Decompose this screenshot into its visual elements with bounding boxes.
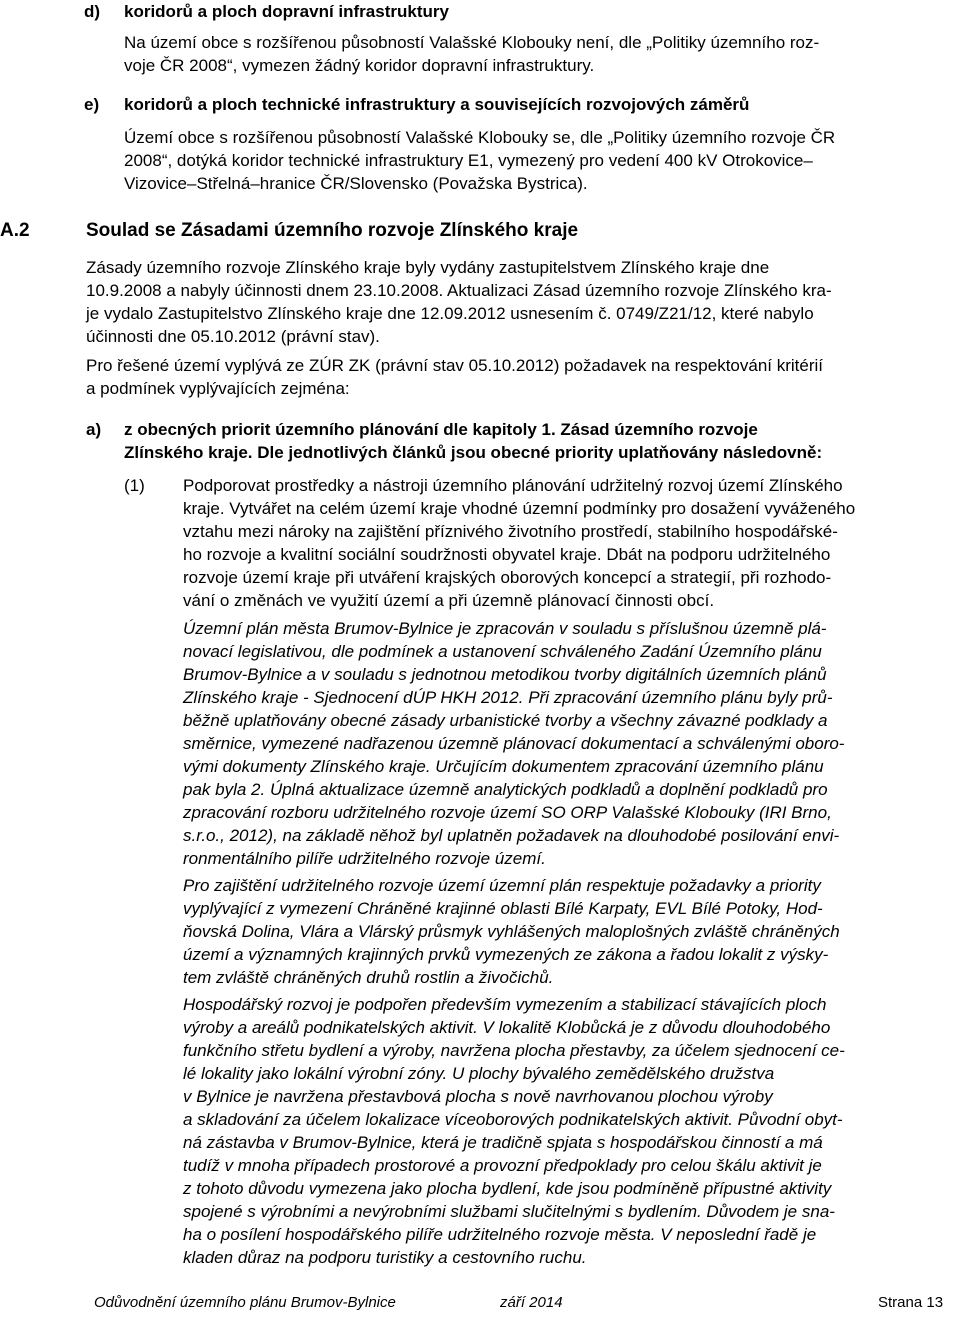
section-a2-paragraph-2: Pro řešené území vyplývá ze ZÚR ZK (právní stav 05.10.2012) požadavek na respektování kritérií a podmínek vyplývajících zejména: (86, 356, 824, 398)
section-a2-heading: Soulad se Zásadami územního rozvoje Zlínského kraje (86, 220, 579, 241)
section-d-label: d) (84, 2, 101, 21)
section-e-heading: koridorů a ploch technické infrastruktury a souvisejících rozvojových záměrů (124, 95, 750, 114)
section-d-text: Na území obce s rozšířenou působností Valašské Klobouky není, dle „Politiky územního roz- voje ČR 2008“, vymezen žádný koridor dopravní infrastruktury. (124, 33, 820, 75)
section-e-label: e) (84, 95, 100, 114)
item-1-italic-paragraph-2: Pro zajištění udržitelného rozvoje území územní plán respektuje požadavky a priority vyplývající z vymezení Chráněné krajinné oblasti Bílé Karpaty, EVL Bílé Potoky, Hod- ňovská Dolina, Vlára a Vlárský průsmyk vyhlášených maloplošných zvláště chráněných území a významných krajinných prvků vymezených ze zákona a řadou lokalit z výsky- tem zvláště chráněných druhů rostlin a živočichů. (183, 876, 840, 987)
item-1-italic-paragraph-3: Hospodářský rozvoj je podpořen především vymezením a stabilizací stávajících ploch výroby a areálů podnikatelských aktivit. V lokalitě Klobůcká je z důvodu dlouhodobého funkčního střetu bydlení a výroby, navržena plocha přestavby, za účelem sjednocení ce- lé lokality jako lokální výrobní zóny. U plochy bývalého zemědělského družstva v Bylnice je navržena přestavbová plocha s nově navrhovanou plochou výroby a skladování za účelem lokalizace víceoborových podnikatelských aktivit. Původní obyt- ná zástavba v Brumov-Bylnice, která je tradičně spjata s hospodářskou činností a má tudíž v mnoha případech prostorové a provozní předpoklady pro celou škálu aktivit je z tohoto důvodu vymezena jako plocha bydlení, kde jsou podmíněně přípustné aktivity spojené s výrobními a nevýrobními službami slučitelnými s bydlením. Důvodem je sna- ha o posílení hospodářského pilíře udržitelného rozvoje města. V neposlední řadě je kladen důraz na podporu turistiky a cestovního ruchu. (183, 995, 845, 1267)
section-d-heading-row (84, 0, 944, 23)
section-e-heading-row (84, 93, 944, 116)
section-e-text: Území obce s rozšířenou působností Valašské Klobouky se, dle „Politiky územního rozvoje ČR 2008“, dotýká koridor technické infrastruktury E1, vymezený pro vedení 400 kV Otrokovice– Vizovice–Střelná–hranice ČR/Slovensko (Považska Bystrica). (124, 128, 836, 193)
footer-page-number: Strana 13 (878, 1294, 944, 1311)
item-1-text: Podporovat prostředky a nástroji územního plánování udržitelný rozvoj území Zlínského kraje. Vytvářet na celém území kraje vhodné územní podmínky pro dosažení vyváženého vztahu mezi nároky na zajištění příznivého životního prostředí, stabilního hospodářské- ho rozvoje a kvalitní sociální soudržnosti obyvatel kraje. Dbát na podporu udržitelného rozvoje území kraje při utváření krajských oborových koncepcí a strategií, při rozhodo- vání o změnách ve využití území a při územně plánovací činnosti obcí. (183, 476, 856, 610)
section-d-heading: koridorů a ploch dopravní infrastruktury (124, 2, 449, 21)
section-a2-number: A.2 (0, 220, 30, 241)
item-1-label: (1) (124, 476, 145, 495)
footer-date: září 2014 (500, 1294, 563, 1311)
item-a-text: z obecných priorit územního plánování dle kapitoly 1. Zásad územního rozvoje Zlínského kraje. Dle jednotlivých článků jsou obecné priority uplatňovány následovně: (124, 420, 823, 462)
page-footer (0, 1294, 960, 1314)
section-a2-paragraph-1: Zásady územního rozvoje Zlínského kraje byly vydány zastupitelstvem Zlínského kraje dne 10.9.2008 a nabyly účinnosti dnem 23.10.2008. Aktualizaci Zásad územního rozvoje Zlínského kra- je vydalo Zastupitelstvo Zlínského kraje dne 12.09.2012 usnesením č. 0749/Z21/12, které nabylo účinnosti dne 05.10.2012 (právní stav). (86, 258, 832, 346)
item-a-label: a) (86, 420, 102, 439)
footer-title: Odůvodnění územního plánu Brumov-Bylnice (94, 1294, 396, 1311)
item-1-italic-paragraph-1: Územní plán města Brumov-Bylnice je zpracován v souladu s příslušnou územně plá- novací legislativou, dle podmínek a ustanovení schváleného Zadání Územního plánu Brumov-Bylnice a v souladu s jednotnou metodikou tvorby digitálních územních plánů Zlínského kraje - Sjednocení dÚP HKH 2012. Při zpracování územního plánu byly prů- běžně uplatňovány obecné zásady urbanistické tvorby a všechny závazné podklady a směrnice, vymezené nadřazenou územně plánovací dokumentací a schválenými oboro- vými dokumenty Zlínského kraje. Určujícím dokumentem zpracování územního plánu pak byla 2. Úplná aktualizace územně analytických podkladů a doplnění podkladů pro zpracování rozboru udržitelného rozvoje území SO ORP Valašské Klobouky (IRI Brno, s.r.o., 2012), na základě něhož byl uplatněn požadavek na dlouhodobé posilování envi- ronmentálního pilíře udržitelného rozvoje území. (183, 619, 845, 868)
section-a2-heading-row (0, 219, 944, 243)
